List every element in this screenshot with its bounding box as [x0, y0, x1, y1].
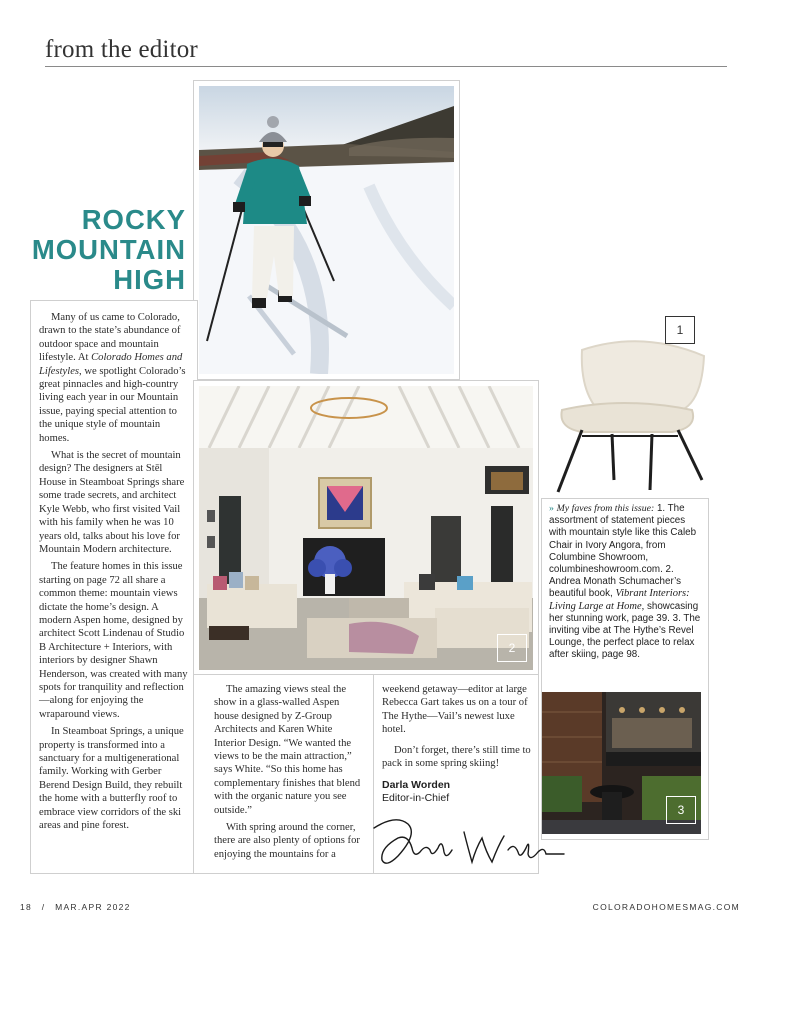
signoff	[382, 779, 532, 805]
paragraph: With spring around the corner, there are also plenty of options for enjoying the mountains for a	[214, 822, 360, 860]
paragraph: The amazing views steal the show in a glass-walled Aspen house designed by Z-Group Architects and Karen White Interior Design. “We wanted the views to be the main attraction,” says White. “So this home has complementary finishes that blend with the organic nature you see outside.”	[214, 684, 361, 816]
skier-photo	[199, 86, 454, 374]
living-room-photo-frame	[193, 380, 539, 676]
headline-line: ROCKY	[81, 204, 186, 235]
section-title: from the editor	[45, 36, 198, 63]
issue-date: MAR.APR 2022	[55, 902, 131, 912]
column-2	[193, 674, 375, 874]
header-rule	[45, 66, 727, 67]
book-title: Vibrant Interiors: Living Large at Home,	[549, 588, 690, 612]
photo-number-badge: 2	[497, 634, 527, 662]
paragraph: weekend getaway—editor at large Rebecca Gart takes us on a tour of The Hythe—Vail’s newest luxe hotel.	[382, 684, 528, 736]
paragraph: The feature homes in this issue starting on page 72 all share a common theme: mountain views dictate the home’s design. A modern Aspen home, designed by architect Scott Lindenau of Studio B Architecture + Interiors, with interiors by designer Shawn Henderson, was created with many spots for tranquility and reflection—along for enjoying the wraparound views.	[39, 561, 188, 720]
paragraph: What is the secret of mountain design? The designers at Stēl House in Steamboat Springs share some trade secrets, and architect Kyle Webb, who first visited Vail with his family when he was 10 years old, talks about his love for Mountain Modern architecture.	[39, 450, 185, 555]
footer-separator: /	[41, 902, 46, 912]
page-footer-left	[20, 902, 131, 912]
signature-image	[368, 808, 568, 874]
photo-number-badge: 3	[666, 796, 696, 824]
editor-name: Darla Worden	[382, 779, 451, 792]
handwritten-signature	[368, 808, 568, 874]
paragraph: Many of us came to Colorado, drawn to the state’s abundance of outdoor space and mountain lifestyle. At Colorado Homes and Lifestyles, we spotlight Colorado’s great pinnacles and high-country living each year in our Mountain issue, paying special attention to the unique style of mountain homes.	[39, 312, 186, 444]
faves-label: My faves from this issue:	[556, 503, 655, 514]
paragraph: Don’t forget, there’s still time to pack in some spring skiing!	[382, 744, 531, 770]
website-url: COLORADOHOMESMAG.COM	[592, 902, 740, 912]
photo-number-badge: 1	[665, 316, 695, 344]
lounge-photo	[542, 692, 701, 834]
page-headline	[20, 205, 186, 295]
living-room-photo	[199, 386, 533, 670]
magazine-title: Colorado Homes and Lifestyles	[39, 352, 183, 377]
column-1	[30, 300, 198, 874]
page-number: 18	[20, 902, 33, 912]
headline-line: MOUNTAIN	[31, 234, 186, 265]
bullet-icon: »	[549, 503, 554, 514]
headline-line: HIGH	[113, 264, 186, 295]
chair-photo	[552, 330, 712, 500]
editor-title: Editor-in-Chief	[382, 792, 450, 805]
skier-photo-image	[199, 86, 454, 374]
skier-photo-frame	[193, 80, 460, 380]
faves-text: » My faves from this issue: 1. The assortment of statement pieces with mountain style like this Caleb Chair in Ivory Angora, from Columbine Showroom, columbineshowroom.com. 2. Andrea Monath Schumacher’s beautiful book, Vibrant Interiors: Living Large at Home, showcasing her stunning work, page 39. 3. The inviting vibe at The Hythe’s Revel Lounge, the perfect place to relax after skiing, page 98.	[549, 503, 701, 661]
paragraph: In Steamboat Springs, a unique property is transformed into a sanctuary for a multigenerational family. Working with Gerber Berend Design Build, they rebuilt the home with a butterfly roof to embrace view corridors of the ski areas and pine forest.	[39, 726, 184, 832]
faves-sidebar	[541, 498, 709, 840]
chair-image	[552, 330, 712, 500]
living-room-image	[199, 386, 533, 670]
